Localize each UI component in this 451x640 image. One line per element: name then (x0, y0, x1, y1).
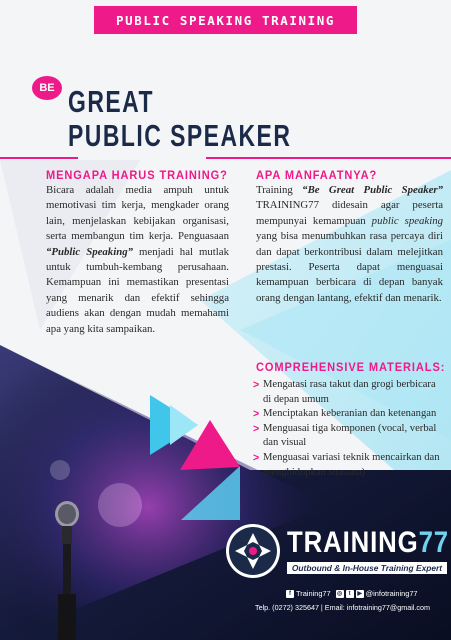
social-handle[interactable]: @infotraining77 (365, 589, 418, 598)
instagram-icon[interactable]: ◎ (337, 590, 343, 597)
list-item: > Menguasai tiga komponen (vocal, verbal dan visual (256, 422, 441, 451)
headline-line2: PUBLIC SPEAKER (68, 118, 292, 153)
heading-benefit: APA MANFAATNYA? (256, 168, 378, 182)
brand-name: TRAINING77 (287, 526, 450, 559)
why-training-paragraph: Bicara adalah media ampuh untuk memotivasi tim kerja, mengkader orang lain, menjelaskan kebijakan organisasi, serta membangun tim kerja. Penguasaan “Public Speaking” menjadi hal mutlak untuk tumbuh-kembang perusahaan. Kemampuan ini memastikan presentasi yang menarik dan efektif sehingga audiens akan dengan mudah memahami apa yang kita sampaikan. (46, 184, 229, 335)
youtube-icon[interactable]: ▶ (357, 590, 362, 597)
be-badge: BE (32, 76, 62, 100)
social-links (286, 589, 418, 598)
list-item: > Menguasai variasi teknik mencairkan dan menghidupkan suasana) (256, 451, 441, 480)
heading-materials: COMPREHENSIVE MATERIALS: (256, 360, 446, 374)
banner-title: PUBLIC SPEAKING TRAINING (115, 12, 335, 28)
list-item: > Menciptakan keberanian dan ketenangan (256, 407, 441, 422)
title-banner (94, 6, 357, 34)
divider-right (206, 157, 451, 159)
brand-tagline: Outbound & In-House Training Expert (287, 562, 447, 574)
headline-line1: GREAT (68, 84, 154, 119)
heading-why-training: MENGAPA HARUS TRAINING? (46, 168, 228, 182)
divider-left (0, 157, 78, 159)
training77-logo-icon (222, 521, 284, 581)
facebook-handle[interactable]: Training77 (296, 589, 331, 598)
materials-list (256, 378, 441, 480)
list-item: > Mengatasi rasa takut dan grogi berbicara di depan umum (256, 378, 441, 407)
twitter-icon[interactable]: t (346, 590, 354, 598)
facebook-icon[interactable]: f (286, 590, 294, 598)
benefit-paragraph: Training “Be Great Public Speaker” TRAINING77 didesain agar peserta mempunyai kemampuan public speaking yang bisa menumbuhkan rasa percaya diri dan dapat berkontribusi dalam melejitkan prestasi. Peserta dapat menguasai kemampuan berbicara di depan banyak orang dengan lantang, efektif dan menarik. (256, 184, 444, 304)
contact-info: Telp. (0272) 325647 | Email: infotraining77@gmail.com (255, 603, 430, 612)
